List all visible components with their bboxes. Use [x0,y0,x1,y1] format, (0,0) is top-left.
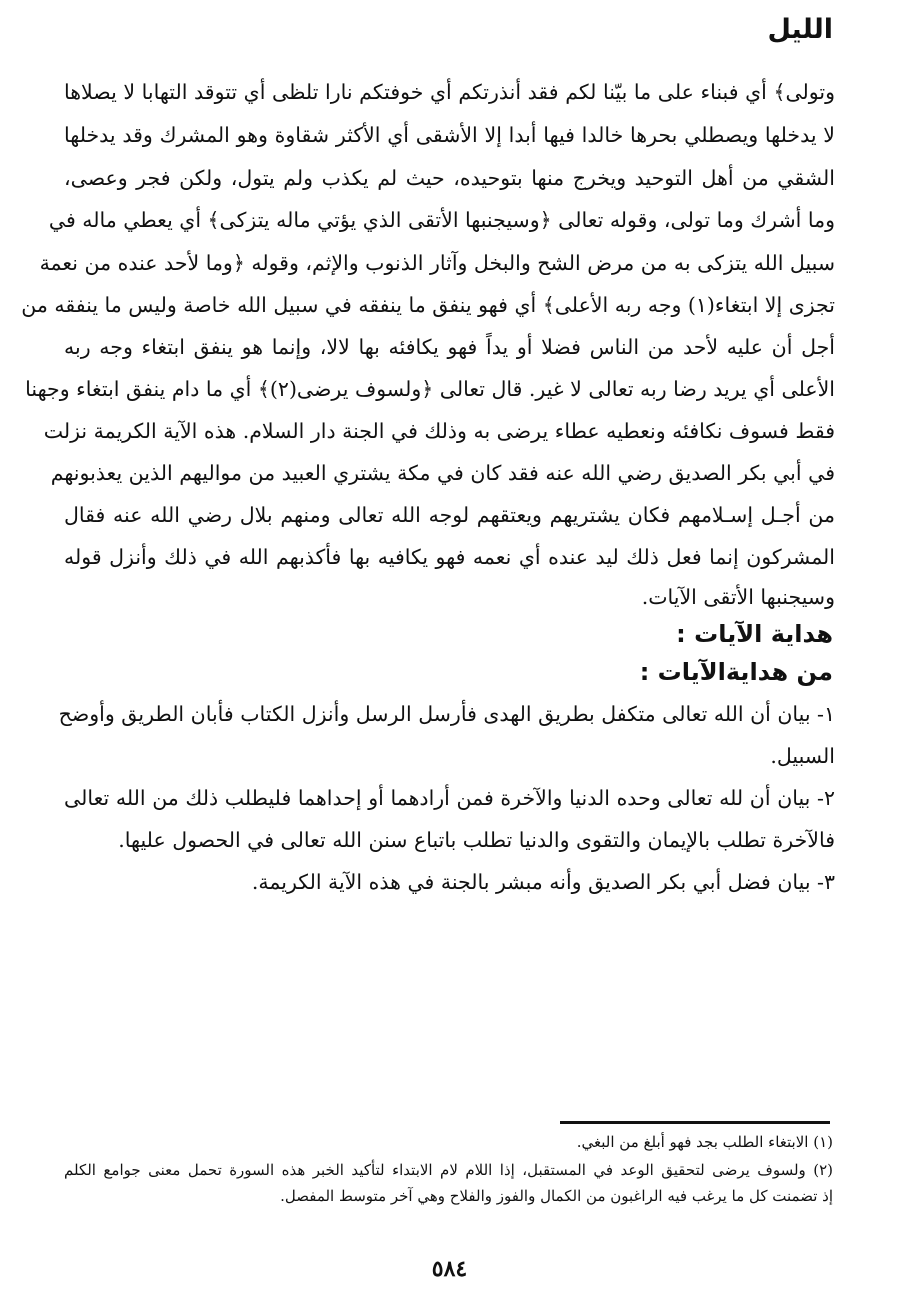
body-line: تجزى إلا ابتغاء(١) وجه ربه الأعلى﴾ أي فهو ينفق ما ينفقه في سبيل الله خاصة وليس ما ينفقه من [21,293,835,317]
guidance-item: ٣- بيان فضل أبي بكر الصديق وأنه مبشر بالجنة في هذه الآية الكريمة. [251,870,835,894]
footnote-separator [560,1121,830,1124]
body-line: وما أشرك وما تولى، وقوله تعالى ﴿وسيجنبها الأتقى الذي يؤتي ماله يتزكى﴾ أي يعطي ماله في [48,208,835,232]
body-line: أجل أن عليه لأحد من الناس فضلا أو يداً فهو يكافئه بها لالا، وإنما هو ينفق ابتغاء وجه ربه [64,335,835,359]
footnote-continuation: إذ تضمنت كل ما يرغب فيه الراغبون من الكمال والفوز والفلاح وهي آخر متوسط المفصل. [280,1187,833,1205]
guidance-item-continuation: فالآخرة تطلب بالإيمان والتقوى والدنيا تطلب باتباع سنن الله تعالى في الحصول عليها. [118,828,835,852]
body-line: المشركون إنما فعل ذلك ليد عنده أي نعمه فهو يكافيه بها فأكذبهم الله في ذلك وأنزل قوله [64,545,835,569]
footnote: (٢) ولسوف يرضى لتحقيق الوعد في المستقبل، إذا اللام لام الابتداء لتأكيد الخبر هذه السورة تحمل معنى جوامع الكلم [64,1161,834,1179]
guidance-item: ١- بيان أن الله تعالى متكفل بطريق الهدى فأرسل الرسل وأنزل الكتاب فأبان الطريق وأوضح [58,702,835,726]
running-header-surah-name: الليل [767,14,833,45]
body-line: الأعلى أي يريد رضا ربه تعالى لا غير. قال تعالى ﴿ولسوف يرضى(٢)﴾ أي ما دام ينفق ابتغاء وجهنا [25,377,835,401]
body-line: سبيل الله يتزكى به من مرض الشح والبخل وآثار الذنوب والإثم، وقوله ﴿وما لأحد عنده من نعمة [39,251,835,275]
section-heading: هداية الآيات : [676,620,833,648]
body-line: وتولى﴾ أي فبناء على ما بيّنا لكم فقد أنذرتكم أي خوفتكم نارا تلظى أي تتوقد التهابا لا يصلاها [64,80,835,104]
section-subheading: من هدايةالآيات : [639,658,833,686]
page-number: ٥٨٤ [431,1256,468,1282]
body-line: من أجـل إسـلامهم فكان يشتريهم ويعتقهم لوجه الله تعالى ومنهم بلال رضي الله عنه فقال [64,503,835,527]
guidance-item-continuation: السبيل. [770,744,835,768]
guidance-item: ٢- بيان أن لله تعالى وحده الدنيا والآخرة فمن أرادهما أو إحداهما فليطلب ذلك من الله تعالى [64,786,835,810]
body-line: لا يدخلها ويصطلي بحرها خالدا فيها أبدا إلا الأشقى أي الأكثر شقاوة وهو المشرك وقد يدخلها [64,123,835,147]
body-line: وسيجنبها الأتقى الآيات. [641,585,835,609]
body-line: في أبي بكر الصديق رضي الله عنه فقد كان في مكة يشتري العبيد من مواليهم الذين يعذبونهم [50,461,835,485]
body-line: فقط فسوف نكافئه ونعطيه عطاء يرضى به وذلك في الجنة دار السلام. هذه الآية الكريمة نزلت [43,419,835,443]
body-line: الشقي من أهل التوحيد ويخرج منها بتوحيده، حيث لم يكذب ولم يتول، ولكن فجر وعصى، [64,166,835,190]
footnote: (١) الابتغاء الطلب بجد فهو أبلغ من البغي. [576,1133,833,1151]
